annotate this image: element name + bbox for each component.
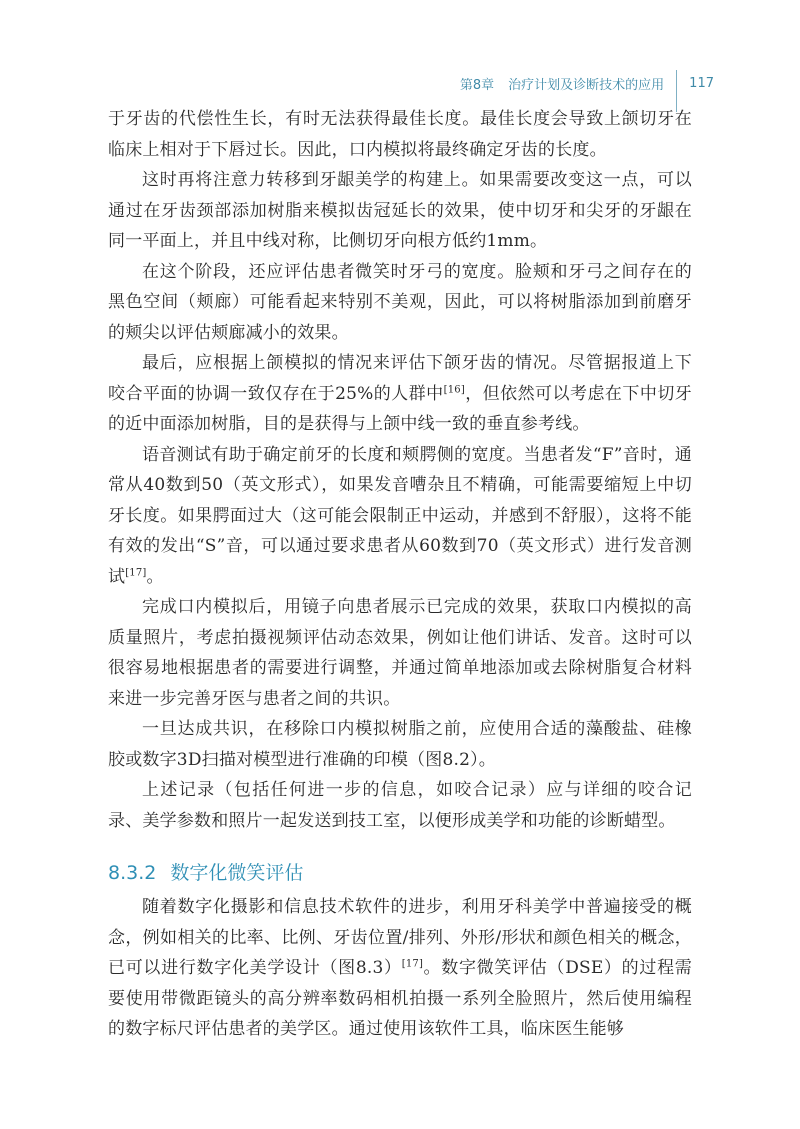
paragraph-text: 最后，应根据上颌模拟的情况来评估下颌牙齿的情况。尽管据报道上下咬合平面的协调一致仅存在于25%的人群中 xyxy=(108,353,692,404)
page-body xyxy=(108,104,692,1045)
paragraph-mandibular-evaluation xyxy=(108,348,692,440)
paragraph-text: 。 xyxy=(146,566,164,587)
paragraph-text: 语音测试有助于确定前牙的长度和颊腭侧的宽度。当患者发“F”音时，通常从40数到50（英文形式），如果发音嘈杂且不精确，可能需要缩短上中切牙长度。如果腭面过大（这可能会限制正中运动，并感到不舒服），这将不能有效的发出“S”音，可以通过要求患者从60数到70（英文形式）进行发音测试 xyxy=(108,444,692,587)
paragraph-text: 。数字微笑评估（DSE）的过程需要使用带微距镜头的高分辨率数码相机拍摄一系列全脸照片，然后使用编程的数字标尺评估患者的美学区。通过使用该软件工具，临床医生能够 xyxy=(108,958,692,1039)
paragraph-continued: 于牙齿的代偿性生长，有时无法获得最佳长度。最佳长度会导致上颌切牙在临床上相对于下唇过长。因此，口内模拟将最终确定牙齿的长度。 xyxy=(108,109,692,160)
paragraph-phonetic-test xyxy=(108,440,692,593)
citation-ref: [17] xyxy=(401,958,424,970)
citation-ref: [16] xyxy=(443,383,465,395)
page-number: 117 xyxy=(689,75,714,91)
paragraph-lab-records: 上述记录（包括任何进一步的信息，如咬合记录）应与详细的咬合记录、美学参数和照片一起发送到技工室，以便形成美学和功能的诊断蜡型。 xyxy=(108,780,692,831)
paragraph-mockup-photos: 完成口内模拟后，用镜子向患者展示已完成的效果，获取口内模拟的高质量照片，考虑拍摄视频评估动态效果，例如让他们讲话、发音。这时可以很容易地根据患者的需要进行调整，并通过简单地添加或去除树脂复合材料来进一步完善牙医与患者之间的共识。 xyxy=(108,597,692,709)
chapter-title: 治疗计划及诊断技术的应用 xyxy=(508,77,665,93)
paragraph-text: ，但依然可以考虑在下中切牙的近中面添加树脂，目的是获得与上颌中线一致的垂直参考线。 xyxy=(108,383,692,434)
section-number: 8.3.2 xyxy=(108,862,157,884)
section-title: 数字化微笑评估 xyxy=(170,862,304,884)
paragraph-arch-width: 在这个阶段，还应评估患者微笑时牙弓的宽度。脸颊和牙弓之间存在的黑色空间（颊廊）可能看起来特别不美观，因此，可以将树脂添加到前磨牙的颊尖以评估颊廊减小的效果。 xyxy=(108,261,692,343)
paragraph-digital-smile xyxy=(108,892,692,1045)
running-header xyxy=(460,62,714,104)
paragraph-gingival-aesthetics: 这时再将注意力转移到牙龈美学的构建上。如果需要改变这一点，可以通过在牙齿颈部添加树脂来模拟齿冠延长的效果，使中切牙和尖牙的牙龈在同一平面上，并且中线对称，比侧切牙向根方低约1mm。 xyxy=(108,170,692,251)
chapter-number: 第8章 xyxy=(459,77,495,93)
paragraph-text: 随着数字化摄影和信息技术软件的进步，利用牙科美学中普遍接受的概念，例如相关的比率、比例、牙齿位置/排列、外形/形状和颜色相关的概念，已可以进行数字化美学设计（图8.3） xyxy=(108,897,692,978)
section-heading xyxy=(108,858,692,888)
paragraph-impression: 一旦达成共识，在移除口内模拟树脂之前，应使用合适的藻酸盐、硅橡胶或数字3D扫描对模型进行准确的印模（图8.2）。 xyxy=(108,719,692,770)
citation-ref: [17] xyxy=(125,566,147,578)
